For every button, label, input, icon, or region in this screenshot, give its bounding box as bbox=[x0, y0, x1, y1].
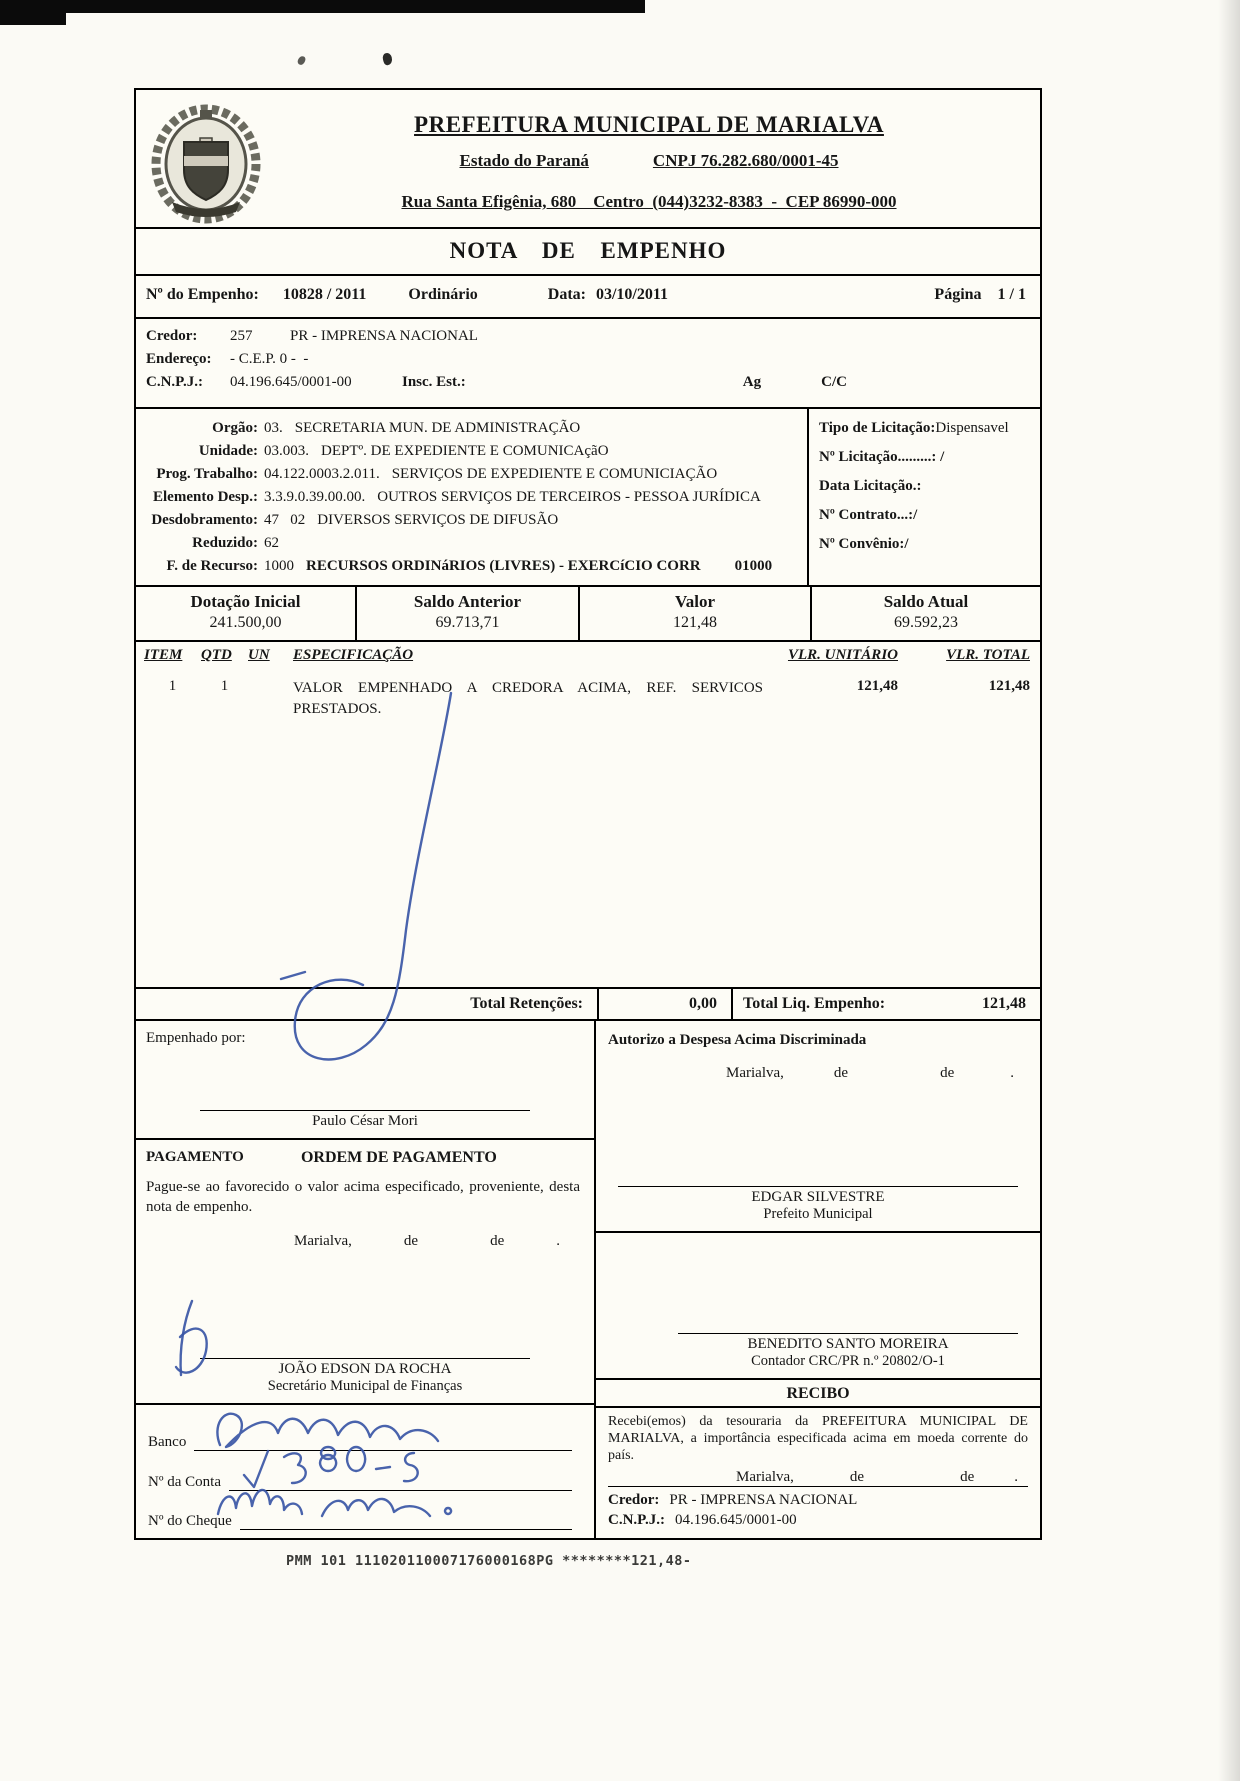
col-vlr-unitario bbox=[763, 647, 898, 670]
col-item: ITEM bbox=[144, 647, 183, 663]
empenho-number: 10828 / 2011 bbox=[282, 286, 367, 303]
signature-block-paulo bbox=[200, 1110, 530, 1130]
recibo-credor-label: Credor: bbox=[608, 1492, 660, 1508]
nota-de-empenho-form bbox=[134, 88, 1042, 1540]
fonte-recurso-desc: RECURSOS ORDINáRIOS (LIVRES) - EXERCíCIO CORR bbox=[306, 558, 701, 574]
total-liq-cell bbox=[733, 989, 1040, 1019]
desdobramento-code: 47 02 bbox=[264, 512, 306, 528]
scan-artifact-corner bbox=[0, 0, 66, 25]
banco-box bbox=[136, 1405, 594, 1538]
city-label: Marialva, bbox=[736, 1469, 794, 1485]
fonte-recurso-label: F. de Recurso: bbox=[166, 558, 258, 574]
empenhado-por-box bbox=[136, 1021, 594, 1140]
org-state: Estado do Paraná bbox=[459, 151, 589, 170]
conta-row bbox=[148, 1455, 582, 1491]
elemento-desp-desc: OUTROS SERVIÇOS DE TERCEIROS - PESSOA JURÍDICA bbox=[377, 489, 761, 505]
col-un: UN bbox=[248, 647, 270, 663]
credor-label: Credor: bbox=[146, 328, 198, 344]
cheque-label: Nº do Cheque bbox=[148, 1513, 232, 1529]
total-retencoes-value: 0,00 bbox=[599, 989, 733, 1019]
org-line2 bbox=[268, 151, 1030, 171]
col-vlr-total-label: VLR. TOTAL bbox=[946, 647, 1030, 663]
cnpj-value: 04.196.645/0001-00 bbox=[230, 374, 352, 390]
saldos-table bbox=[136, 585, 1040, 642]
item-vlr-total: 121,48 bbox=[988, 678, 1030, 694]
prog-trabalho-row bbox=[136, 463, 807, 486]
pagamento-box bbox=[136, 1140, 594, 1405]
orgao-desc: SECRETARIA MUN. DE ADMINISTRAÇÃO bbox=[294, 420, 581, 436]
handwritten-banco bbox=[210, 1405, 490, 1453]
fonte-recurso-row bbox=[136, 555, 807, 578]
recibo-cnpj-label: C.N.P.J.: bbox=[608, 1512, 665, 1528]
de-label: de bbox=[833, 1065, 849, 1081]
valor-cell bbox=[580, 587, 812, 640]
empenho-number-label: Nº do Empenho: bbox=[146, 286, 259, 303]
prog-trabalho-label: Prog. Trabalho: bbox=[156, 466, 258, 482]
tipo-licitacao-label: Tipo de Licitação: bbox=[819, 420, 936, 436]
data-licitacao-line: Data Licitação.: bbox=[819, 478, 922, 494]
bottom-left-column bbox=[136, 1021, 596, 1538]
tipo-licitacao-line bbox=[819, 420, 1040, 437]
empenho-date: 03/10/2011 bbox=[595, 286, 668, 303]
col-especificacao-label: ESPECIFICAÇÃO bbox=[293, 647, 414, 663]
unidade-desc: DEPTº. DE EXPEDIENTE E COMUNICAçãO bbox=[321, 443, 609, 459]
cheque-line bbox=[240, 1526, 572, 1530]
fonte-recurso-code: 1000 bbox=[264, 558, 294, 574]
recibo-box bbox=[596, 1380, 1040, 1538]
reduzido-code: 62 bbox=[264, 535, 279, 551]
recibo-credor-row bbox=[608, 1492, 1028, 1509]
elemento-desp-label: Elemento Desp.: bbox=[153, 489, 258, 505]
signature-line bbox=[608, 1486, 1028, 1487]
scan-edge-shadow bbox=[1218, 0, 1240, 1781]
handwritten-initials bbox=[158, 1293, 222, 1389]
banco-label: Banco bbox=[148, 1434, 187, 1450]
dot-label: . bbox=[556, 1233, 560, 1249]
recibo-cnpj-row bbox=[608, 1512, 1028, 1529]
contador-box bbox=[596, 1233, 1040, 1380]
banco-line bbox=[194, 1447, 572, 1451]
page-indicator-label: Página bbox=[934, 286, 982, 303]
item-un bbox=[248, 678, 293, 720]
ag-label: Ag bbox=[742, 374, 762, 390]
total-liq-value: 121,48 bbox=[982, 995, 1026, 1012]
org-cnpj: CNPJ 76.282.680/0001-45 bbox=[652, 151, 839, 170]
orgao-code: 03. bbox=[264, 420, 283, 436]
totais-row bbox=[136, 987, 1040, 1021]
cnpj-label: C.N.P.J.: bbox=[146, 374, 203, 390]
desdobramento-row bbox=[136, 509, 807, 532]
signer-role-joao: Secretário Municipal de Finanças bbox=[267, 1378, 463, 1394]
total-liq-label: Total Liq. Empenho: bbox=[743, 995, 886, 1012]
saldo-atual-label: Saldo Atual bbox=[883, 592, 969, 611]
empenho-date-label: Data: bbox=[547, 286, 586, 303]
valor-label: Valor bbox=[675, 592, 715, 611]
cnpj-row bbox=[146, 374, 1030, 391]
col-qtd: QTD bbox=[201, 647, 232, 663]
signer-name-paulo: Paulo César Mori bbox=[312, 1113, 418, 1129]
autorizo-date-line bbox=[608, 1065, 1028, 1082]
saldo-anterior-cell bbox=[357, 587, 580, 640]
credor-block bbox=[136, 317, 1040, 407]
unidade-code: 03.003. bbox=[264, 443, 309, 459]
desdobramento-desc: DIVERSOS SERVIÇOS DE DIFUSÃO bbox=[317, 512, 559, 528]
municipal-coat-of-arms-logo bbox=[150, 98, 268, 227]
signer-name-edgar: EDGAR SILVESTRE bbox=[751, 1189, 885, 1205]
recibo-cnpj-value: 04.196.645/0001-00 bbox=[674, 1512, 797, 1528]
banco-row bbox=[148, 1415, 582, 1451]
city-label: Marialva, bbox=[726, 1065, 784, 1081]
recibo-credor-value: PR - IMPRENSA NACIONAL bbox=[669, 1492, 858, 1508]
col-especificacao bbox=[293, 647, 763, 670]
de-label: de bbox=[960, 1469, 975, 1485]
autorizo-title: Autorizo a Despesa Acima Discriminada bbox=[608, 1032, 867, 1048]
item-especificacao: VALOR EMPENHADO A CREDORA ACIMA, REF. SERVICOS PRESTADOS. bbox=[293, 680, 763, 717]
reduzido-label: Reduzido: bbox=[192, 535, 258, 551]
signer-name-benedito: BENEDITO SANTO MOREIRA bbox=[747, 1336, 949, 1352]
endereco-label: Endereço: bbox=[146, 351, 212, 367]
pagamento-title: PAGAMENTO bbox=[146, 1149, 244, 1165]
dotacao-inicial-cell bbox=[136, 587, 357, 640]
reduzido-row bbox=[136, 532, 807, 555]
dotacao-inicial-value: 241.500,00 bbox=[209, 614, 282, 631]
valor-value: 121,48 bbox=[673, 614, 717, 631]
itens-body bbox=[136, 670, 1040, 987]
credor-row bbox=[146, 328, 1030, 345]
autorizo-box bbox=[596, 1021, 1040, 1233]
cc-label: C/C bbox=[821, 374, 847, 390]
elemento-desp-code: 3.3.9.0.39.00.00. bbox=[264, 489, 366, 505]
tipo-licitacao-value: Dispensavel bbox=[935, 420, 1009, 436]
signature-block-edgar bbox=[618, 1186, 1018, 1223]
recibo-date-line bbox=[608, 1469, 1028, 1486]
dot-label: . bbox=[1014, 1469, 1018, 1485]
prog-trabalho-code: 04.122.0003.2.011. bbox=[264, 466, 380, 482]
itens-header bbox=[136, 642, 1040, 670]
de-label: de bbox=[849, 1469, 865, 1485]
desdobramento-label: Desdobramento: bbox=[151, 512, 258, 528]
elemento-desp-row bbox=[136, 486, 807, 509]
de-label: de bbox=[403, 1233, 419, 1249]
pagamento-date-line bbox=[146, 1233, 584, 1250]
orgao-label: Orgão: bbox=[212, 420, 258, 436]
num-contrato-line: Nº Contrato...:/ bbox=[819, 507, 918, 523]
saldo-atual-value: 69.592,23 bbox=[894, 614, 958, 631]
doc-title: NOTA DE EMPENHO bbox=[136, 227, 1040, 274]
header-text bbox=[268, 98, 1030, 227]
de-label: de bbox=[940, 1065, 955, 1081]
page-indicator: 1 / 1 bbox=[997, 286, 1026, 303]
pagamento-header bbox=[146, 1149, 584, 1167]
recibo-text: Recebi(emos) da tesouraria da PREFEITURA MUNICIPAL DE MARIALVA, a importância especificada acima em moeda corrente do país. bbox=[608, 1414, 1028, 1463]
cheque-row bbox=[148, 1494, 582, 1530]
saldo-atual-cell bbox=[812, 587, 1040, 640]
signature-block-joao bbox=[200, 1358, 530, 1395]
classification-block bbox=[136, 407, 1040, 585]
saldo-anterior-value: 69.713,71 bbox=[435, 614, 500, 631]
unidade-label: Unidade: bbox=[198, 443, 258, 459]
fonte-recurso-extra: 01000 bbox=[734, 558, 773, 574]
signature-block-benedito bbox=[678, 1333, 1018, 1370]
scan-artifact-strip bbox=[0, 0, 645, 13]
classification-left bbox=[136, 409, 807, 585]
signer-role-edgar: Prefeito Municipal bbox=[763, 1206, 873, 1222]
endereco-value: - C.E.P. 0 - - bbox=[230, 351, 309, 367]
num-licitacao-line: Nº Licitação.........: / bbox=[819, 449, 945, 465]
col-vlr-total bbox=[898, 647, 1030, 670]
de-label: de bbox=[490, 1233, 505, 1249]
ordem-pagamento-title: ORDEM DE PAGAMENTO bbox=[300, 1149, 497, 1166]
insc-est-label: Insc. Est.: bbox=[402, 374, 466, 390]
bottom-section bbox=[136, 1021, 1040, 1538]
saldo-anterior-label: Saldo Anterior bbox=[413, 592, 522, 611]
conta-label: Nº da Conta bbox=[148, 1473, 221, 1490]
pagamento-text: Pague-se ao favorecido o valor acima especificado, proveniente, desta nota de empenho. bbox=[146, 1179, 580, 1215]
credor-name: PR - IMPRENSA NACIONAL bbox=[290, 328, 478, 344]
bottom-right-column bbox=[596, 1021, 1040, 1538]
unidade-row bbox=[136, 440, 807, 463]
item-number: 1 bbox=[168, 678, 177, 694]
empenhado-por-label: Empenhado por: bbox=[146, 1030, 246, 1046]
handwritten-conta bbox=[210, 1445, 490, 1493]
dot-matrix-footer-code: PMM 101 111020110007176000168PG ********121,48- bbox=[286, 1553, 692, 1569]
dotacao-inicial-label: Dotação Inicial bbox=[190, 592, 301, 611]
col-vlr-unitario-label: VLR. UNITÁRIO bbox=[787, 647, 898, 663]
org-name: PREFEITURA MUNICIPAL DE MARIALVA bbox=[414, 112, 884, 137]
coat-of-arms-icon bbox=[150, 102, 262, 224]
dot-label: . bbox=[1010, 1065, 1014, 1081]
total-retencoes-label: Total Retenções: bbox=[136, 989, 599, 1019]
signer-role-benedito: Contador CRC/PR n.º 20802/O-1 bbox=[751, 1353, 945, 1369]
city-label: Marialva, bbox=[294, 1233, 352, 1249]
org-line3 bbox=[268, 192, 1030, 212]
credor-code: 257 bbox=[230, 328, 253, 344]
signer-name-joao: JOÃO EDSON DA ROCHA bbox=[278, 1361, 452, 1377]
scan-speck bbox=[297, 55, 307, 66]
item-qtd: 1 bbox=[220, 678, 229, 694]
recibo-title: RECIBO bbox=[596, 1385, 1040, 1408]
conta-line bbox=[229, 1487, 572, 1491]
orgao-row bbox=[136, 417, 807, 440]
item-vlr-unitario: 121,48 bbox=[856, 678, 898, 694]
prog-trabalho-desc: SERVIÇOS DE EXPEDIENTE E COMUNICIAÇÃO bbox=[391, 466, 718, 482]
form-header bbox=[136, 90, 1040, 227]
item-row bbox=[144, 678, 1030, 720]
num-convenio-line: Nº Convênio:/ bbox=[819, 536, 909, 552]
scan-speck bbox=[382, 52, 394, 66]
endereco-row bbox=[146, 351, 1030, 368]
licitacao-panel bbox=[807, 409, 1040, 585]
org-address: Rua Santa Efigênia, 680 Centro (044)3232-8383 - CEP 86990-000 bbox=[401, 192, 897, 211]
empenho-row bbox=[136, 274, 1040, 317]
empenho-type: Ordinário bbox=[408, 286, 478, 303]
